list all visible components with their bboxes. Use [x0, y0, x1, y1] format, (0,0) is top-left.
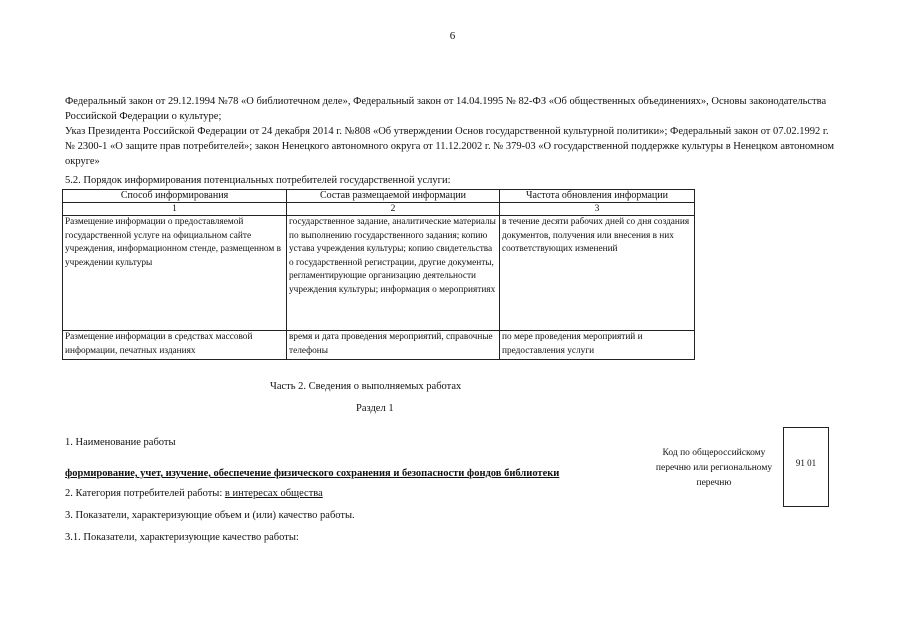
work-name-value: формирование, учет, изучение, обеспечение физического сохранения и безопасности фондов библиотеки — [65, 468, 560, 479]
consumer-category — [65, 488, 323, 499]
column-number: 2 — [287, 203, 500, 216]
cell-content: государственное задание, аналитические материалы по выполнению государственного задания; копию устава учреждения культуры; копию свидетельства о государственной регистрации, другие документы, регламентирующие организацию деятельности учреждения культуры; информация о мероприятиях — [287, 216, 500, 331]
header-frequency: Частота обновления информации — [500, 190, 695, 203]
table-row — [63, 216, 695, 331]
cell-frequency: в течение десяти рабочих дней со дня создания документов, получения или внесения в них соответствующих изменений — [500, 216, 695, 331]
cell-method: Размещение информации в средствах массовой информации, печатных изданиях — [63, 331, 287, 360]
header-content: Состав размещаемой информации — [287, 190, 500, 203]
cell-content: время и дата проведения мероприятий, справочные телефоны — [287, 331, 500, 360]
cell-method: Размещение информации о предоставляемой государственной услуге на официальном сайте учреждения, информационном стенде, размещенном в учреждении культуры — [63, 216, 287, 331]
work-name-label: 1. Наименование работы — [65, 437, 176, 448]
code-box — [783, 427, 829, 507]
section-1-title: Раздел 1 — [356, 403, 394, 414]
code-label: Код по общероссийскому перечню или региональному перечню — [655, 448, 773, 488]
code-value: 91 01 — [795, 458, 817, 468]
table-header-row — [63, 190, 695, 203]
table-number-row — [63, 203, 695, 216]
header-method: Способ информирования — [63, 190, 287, 203]
decree-paragraph: Указ Президента Российской Федерации от 24 декабря 2014 г. №808 «Об утверждении Основ государственной культурной политики»; Федеральный закон от 07.02.1992 г. № 2300-1 «О защите прав потребителей»; закон Ненецкого автономного округа от 11.12.2002 г. № 379-03 «О государственной поддержке культуры в Ненецком автономном округе» — [65, 126, 835, 167]
column-number: 3 — [500, 203, 695, 216]
consumer-category-value: в интересах общества — [224, 488, 323, 499]
information-table — [62, 189, 695, 360]
table-row — [63, 331, 695, 360]
page-number: 6 — [449, 30, 456, 42]
cell-frequency: по мере проведения мероприятий и предоставления услуги — [500, 331, 695, 360]
indicators-label: 3. Показатели, характеризующие объем и (или) качество работы. — [65, 510, 355, 521]
quality-indicators-label: 3.1. Показатели, характеризующие качество работы: — [65, 532, 299, 543]
consumer-category-label: 2. Категория потребителей работы: — [65, 488, 225, 499]
part-2-title: Часть 2. Сведения о выполняемых работах — [270, 381, 462, 392]
column-number: 1 — [63, 203, 287, 216]
section-5-2-title: 5.2. Порядок информирования потенциальных потребителей государственной услуги: — [65, 175, 451, 186]
laws-paragraph: Федеральный закон от 29.12.1994 №78 «О библиотечном деле», Федеральный закон от 14.04.1995 № 82-ФЗ «Об общественных объединениях», Основы законодательства Российской Федерации о культуре; — [65, 96, 827, 122]
